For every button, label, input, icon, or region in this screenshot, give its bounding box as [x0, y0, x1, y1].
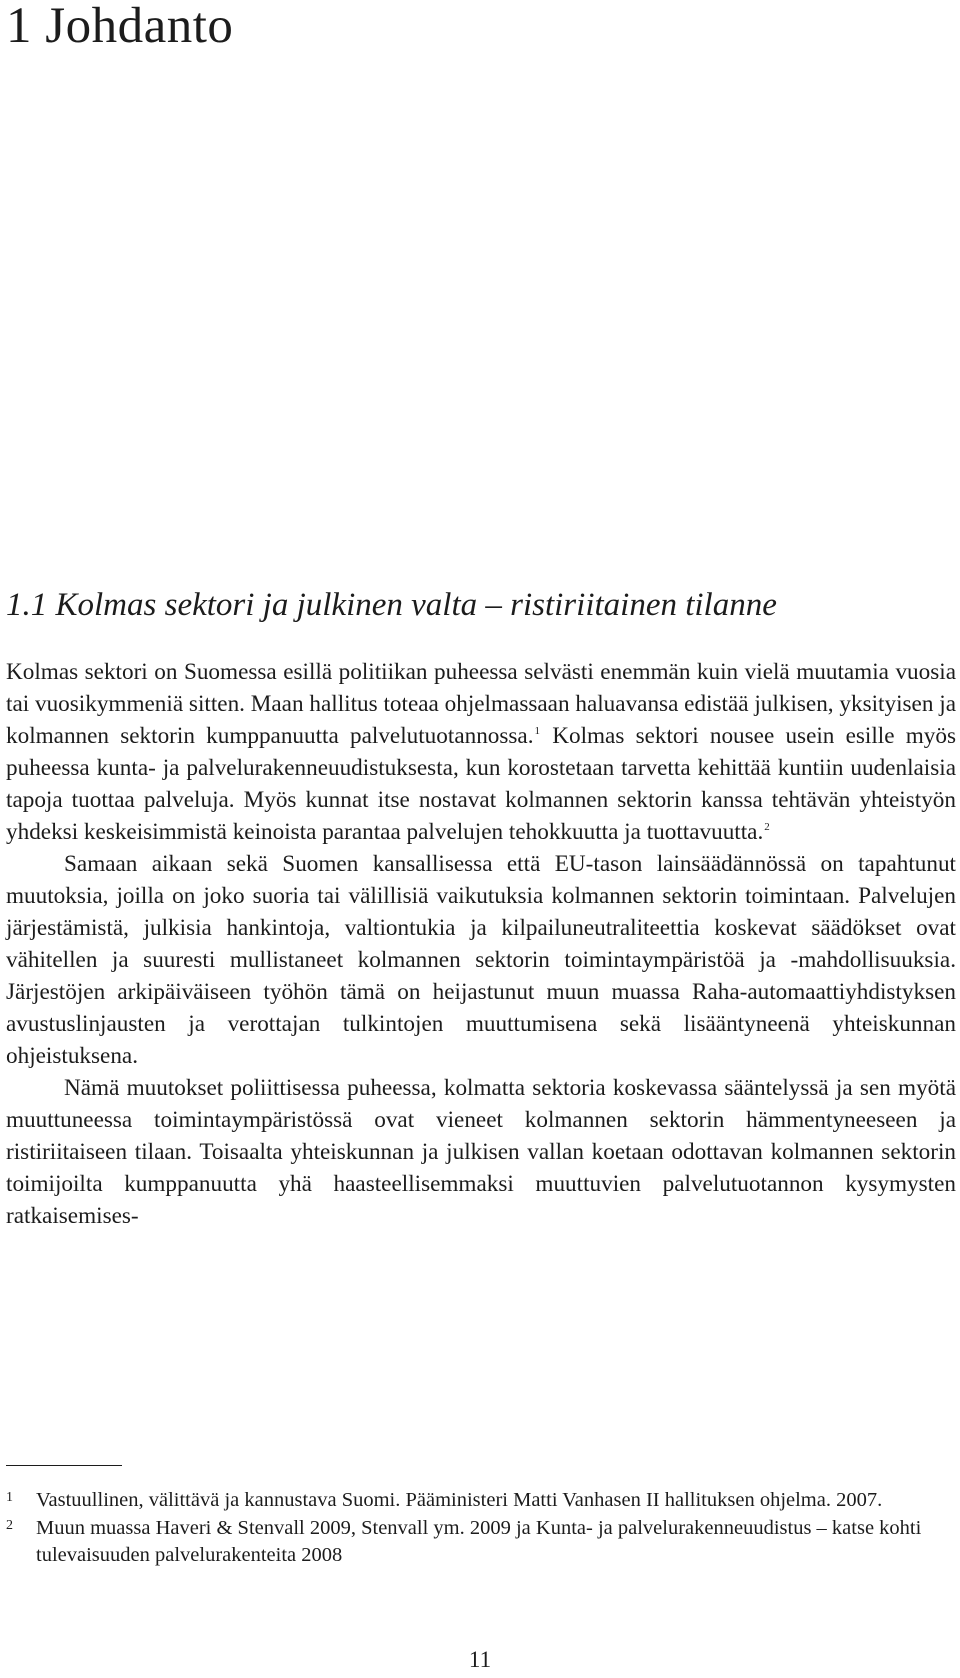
footnote-2	[6, 1515, 956, 1569]
footnote-ref-1[interactable]: 1	[534, 725, 541, 737]
page-number: 11	[468, 1647, 492, 1672]
footnote-text: Vastuullinen, välittävä ja kannustava Suomi. Pääministeri Matti Vanhasen II hallituksen ohjelma. 2007.	[36, 1489, 883, 1511]
footnotes	[6, 1487, 956, 1570]
footnote-ref-2[interactable]: 2	[764, 821, 770, 833]
paragraph-1-part-2: Kolmas sektori nousee usein esille myös puheessa kunta- ja palvelurakenneuudistuksesta, kun korostetaan tarvetta kehittää kuntiin uudenlaisia tapoja tuottaa palveluja. Myös kunnat itse nostavat kolmannen sektorin kanssa tehtävän yhteistyön yhdeksi keskeisimmistä keinoista parantaa palvelujen tehokkuutta ja tuottavuutta.	[6, 723, 956, 845]
chapter-title: 1 Johdanto	[6, 0, 234, 54]
body-text	[6, 656, 956, 1232]
footnote-text: Muun muassa Haveri & Stenvall 2009, Stenvall ym. 2009 ja Kunta- ja palvelurakenneuudistus – katse kohti tulevaisuuden palvelurakenteita 2008	[36, 1517, 922, 1566]
section-title: 1.1 Kolmas sektori ja julkinen valta – ristiriitainen tilanne	[6, 587, 777, 623]
footnote-number: 2	[6, 1518, 13, 1533]
paragraph-3: Nämä muutokset poliittisessa puheessa, kolmatta sektoria koskevassa sääntelyssä ja sen myötä muuttuneessa toimintaympäristössä ovat vieneet kolmannen sektorin hämmentyneeseen ja ristiriitaiseen tilaan. Toisaalta yhteiskunnan ja julkisen vallan koetaan odottavan kolmannen sektorin toimijoilta kumppanuutta yhä haasteellisemmaksi muuttuvien palvelutuotannon kysymysten ratkaisemises-	[6, 1075, 956, 1229]
footnote-number: 1	[6, 1490, 13, 1505]
paragraph-1	[6, 656, 956, 848]
footnote-1	[6, 1487, 956, 1514]
paragraph-1-part-1: Kolmas sektori on Suomessa esillä politiikan puheessa selvästi enemmän kuin vielä muutamia vuosia tai vuosikymmeniä sitten. Maan hallitus toteaa ohjelmassaan haluavansa edistää julkisen, yksityisen ja kolmannen sektorin kumppanuutta palvelutuotannossa.	[6, 659, 956, 749]
paragraph-2: Samaan aikaan sekä Suomen kansallisessa että EU-tason lainsäädännössä on tapahtunut muutoksia, joilla on joko suoria tai välillisiä vaikutuksia kolmannen sektorin toimintaan. Palvelujen järjestämistä, julkisia hankintoja, valtiontukia ja kilpailuneutraliteettia koskevat säädökset ovat vähitellen ja suuresti mullistaneet kolmannen sektorin toimintaympäristöä ja -mahdollisuuksia. Järjestöjen arkipäiväiseen työhön tämä on heijastunut muun muassa Raha-automaattiyhdistyksen avustuslinjausten ja verottajan tulkintojen muuttumisena sekä lisääntyneenä yhteiskunnan ohjeistuksena.	[6, 851, 956, 1069]
footnote-divider	[6, 1465, 122, 1466]
